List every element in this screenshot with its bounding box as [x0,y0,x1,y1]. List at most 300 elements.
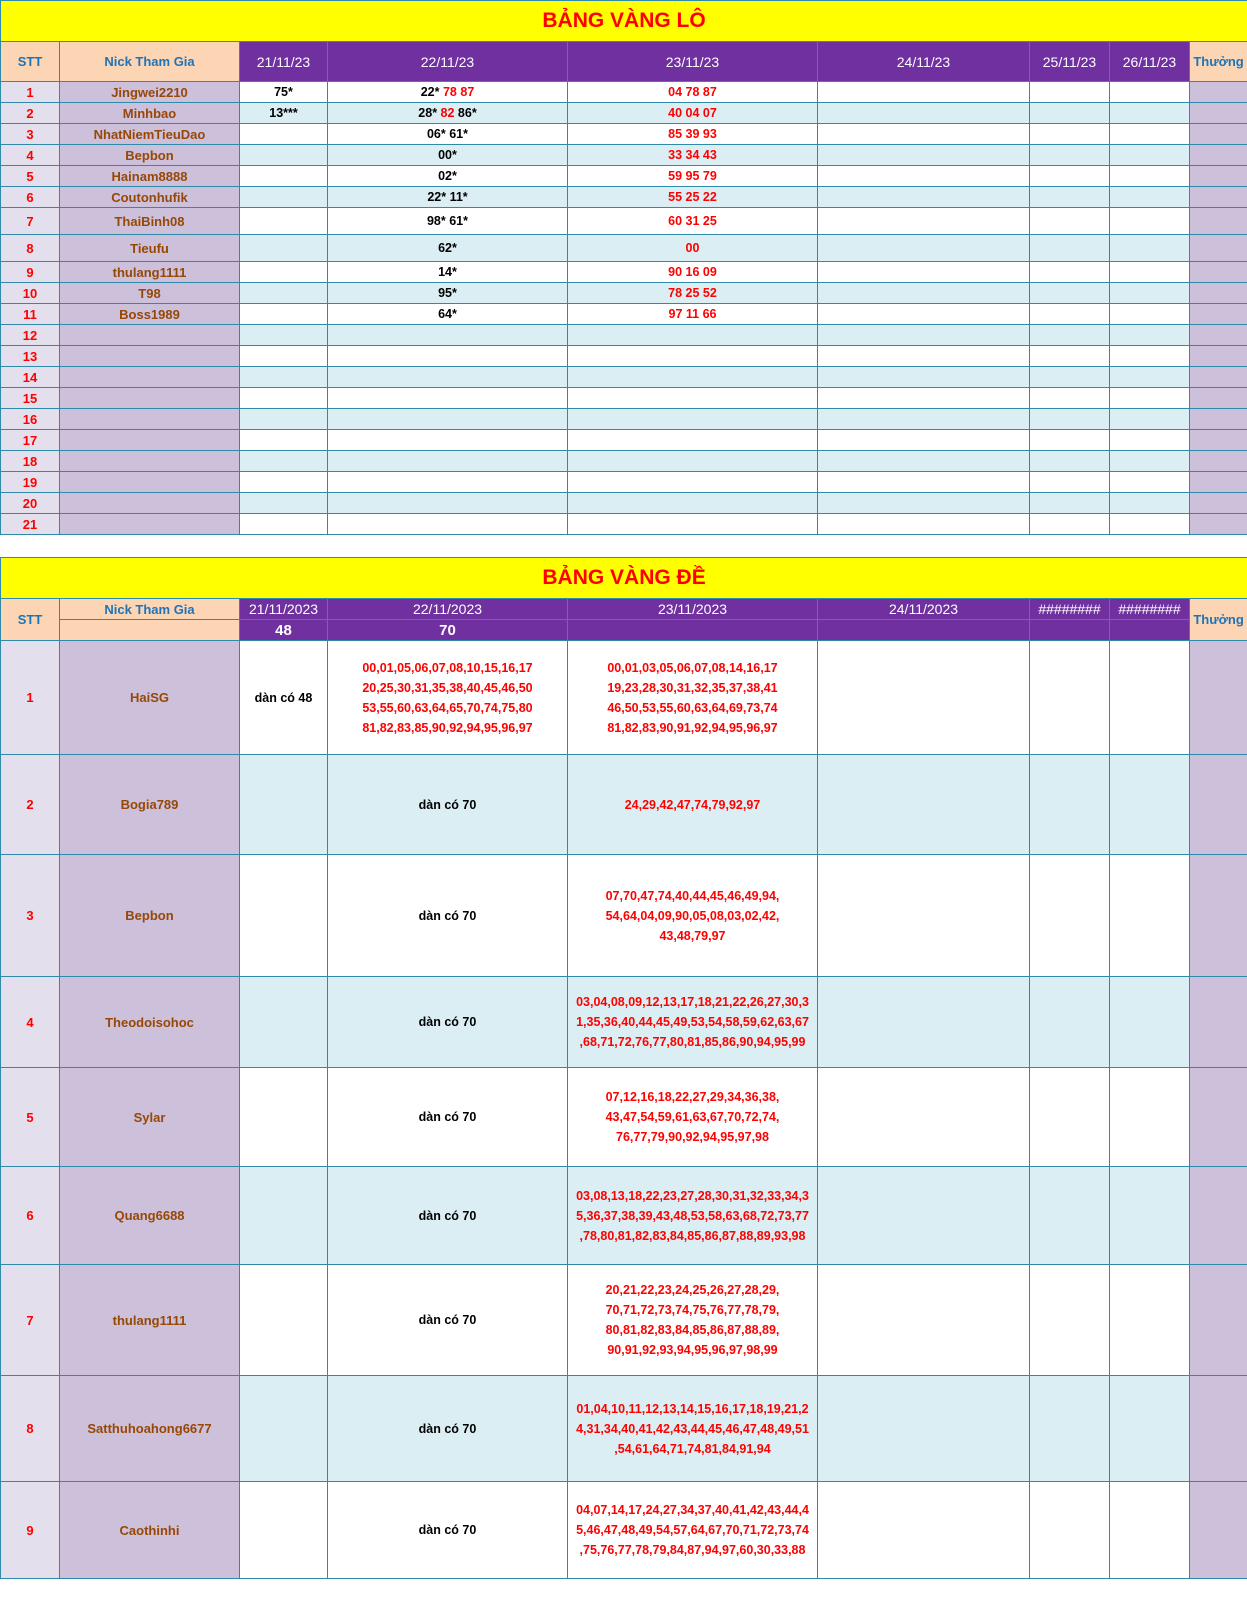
lo-cell-23 [568,472,818,493]
de-result [1030,620,1110,641]
de-number-line: dàn có 70 [418,1110,477,1124]
lo-row [1,304,1247,325]
lo-cell-25 [1030,367,1110,388]
lo-cell-22 [328,451,568,472]
de-cell-23 [568,1167,818,1265]
lo-cell-25 [1030,235,1110,262]
de-cell-24 [818,977,1030,1068]
lo-nick: Jingwei2210 [60,82,240,103]
de-number-line: 03,04,08,09,12,13,17,18,21,22,26,27,30,3 [576,995,809,1009]
de-cell-21 [240,1376,328,1482]
lo-cell-24 [818,388,1030,409]
de-cell-22 [328,1068,568,1167]
de-cell-21 [240,1167,328,1265]
de-number-line: 07,12,16,18,22,27,29,34,36,38, [605,1090,780,1104]
lo-cell-26 [1110,262,1190,283]
lo-stt: 1 [1,82,60,103]
lo-header-thuong: Thưởng [1190,42,1247,82]
de-stt: 9 [1,1482,60,1579]
lo-cell-22 [328,187,568,208]
lo-cell-thuong [1190,346,1247,367]
de-number-line: 24,29,42,47,74,79,92,97 [624,797,761,812]
de-number-line: 03,08,13,18,22,23,27,28,30,31,32,33,34,3 [576,1188,809,1203]
lo-cell-21 [240,367,328,388]
lo-number-segment: 64* [438,307,457,321]
lo-header-stt: STT [1,42,60,82]
lo-cell-24 [818,304,1030,325]
lo-cell-23 [568,409,818,430]
lo-cell-23 [568,388,818,409]
de-cell-25 [1030,977,1110,1068]
de-number-line: dàn có 70 [418,1313,477,1327]
de-number-line: ,54,61,64,71,74,81,84,91,94 [614,1441,771,1456]
lo-cell-25 [1030,145,1110,166]
lo-nick [60,346,240,367]
lo-header-date: 24/11/23 [818,42,1030,82]
de-stt: 7 [1,1265,60,1376]
lo-cell-25 [1030,346,1110,367]
lo-cell-thuong [1190,235,1247,262]
de-cell-22 [328,1167,568,1265]
lo-nick [60,493,240,514]
de-cell-26 [1110,977,1190,1068]
de-cell-22 [328,1265,568,1376]
de-cell-22 [328,1482,568,1579]
de-row [1,1167,1247,1265]
lo-cell-24 [818,472,1030,493]
lo-number-segment: 95* [438,286,457,300]
de-number-line: dàn có 70 [418,1421,477,1436]
lo-cell-23 [568,430,818,451]
de-number-line: 00,01,03,05,06,07,08,14,16,17 [607,660,778,675]
de-row [1,1482,1247,1579]
de-stt: 5 [1,1068,60,1167]
lo-number-segment: 82 [440,106,455,120]
lo-cell-thuong [1190,409,1247,430]
lo-cell-21 [240,451,328,472]
de-number-line: 81,82,83,90,91,92,94,95,96,97 [607,720,778,735]
lo-cell-26 [1110,103,1190,124]
lo-cell-26 [1110,82,1190,103]
de-number-line: 80,81,82,83,84,85,86,87,88,89, [605,1323,780,1337]
de-cell-21 [240,977,328,1068]
de-header-date: ######## [1030,599,1110,620]
de-nick: HaiSG [60,641,240,755]
lo-nick: Hainam8888 [60,166,240,187]
lo-cell-21 [240,124,328,145]
lo-cell-22 [328,430,568,451]
lo-cell-23: 85 39 93 [568,124,818,145]
de-cell-25 [1030,755,1110,855]
lo-nick: Bepbon [60,145,240,166]
de-cell-thuong [1190,855,1247,977]
lo-cell-22 [328,283,568,304]
lo-nick [60,514,240,535]
de-stt: 8 [1,1376,60,1482]
de-cell-25 [1030,855,1110,977]
de-cell-thuong [1190,1265,1247,1376]
lo-stt: 19 [1,472,60,493]
lo-nick: Tieufu [60,235,240,262]
lo-cell-thuong [1190,304,1247,325]
de-cell-26 [1110,1265,1190,1376]
lo-cell-thuong [1190,166,1247,187]
de-cell-26 [1110,855,1190,977]
lo-cell-26 [1110,166,1190,187]
lo-cell-25 [1030,103,1110,124]
lo-cell-24 [818,262,1030,283]
lo-cell-25 [1030,514,1110,535]
lo-cell-23 [568,325,818,346]
lo-cell-21 [240,472,328,493]
lo-cell-24 [818,187,1030,208]
lo-stt: 3 [1,124,60,145]
de-cell-23 [568,855,818,977]
de-header-date: 24/11/2023 [818,599,1030,620]
de-cell-21 [240,1482,328,1579]
lo-row [1,235,1247,262]
lo-row [1,187,1247,208]
lo-cell-24 [818,430,1030,451]
lo-cell-thuong [1190,124,1247,145]
lo-cell-21 [240,346,328,367]
de-cell-thuong [1190,1482,1247,1579]
lo-row [1,145,1247,166]
lo-row [1,82,1247,103]
lo-cell-thuong [1190,262,1247,283]
lo-header-date: 22/11/23 [328,42,568,82]
de-table [0,557,1247,1579]
lo-cell-24 [818,208,1030,235]
lo-number-segment: 62* [438,241,457,255]
lo-number-segment: 78 87 [442,85,475,99]
de-cell-21: dàn có 48 [240,641,328,755]
lo-row [1,166,1247,187]
lo-cell-26 [1110,145,1190,166]
lo-nick [60,325,240,346]
de-header-thuong: Thưởng [1190,599,1247,641]
de-number-line: 90,91,92,93,94,95,96,97,98,99 [607,1343,778,1357]
lo-cell-21 [240,430,328,451]
lo-cell-thuong [1190,514,1247,535]
de-nick: thulang1111 [60,1265,240,1376]
lo-cell-25 [1030,388,1110,409]
lo-cell-21 [240,388,328,409]
lo-row [1,346,1247,367]
lo-cell-26 [1110,493,1190,514]
lo-number-segment: 00* [438,148,457,162]
lo-cell-23 [568,493,818,514]
de-number-line: 07,70,47,74,40,44,45,46,49,94, [605,888,780,903]
lo-cell-23: 55 25 22 [568,187,818,208]
lo-cell-22 [328,208,568,235]
de-cell-21 [240,1265,328,1376]
de-number-line: 43,48,79,97 [659,928,726,943]
lo-cell-thuong [1190,82,1247,103]
de-cell-25 [1030,641,1110,755]
de-cell-22 [328,755,568,855]
de-cell-23 [568,755,818,855]
lo-header-date: 25/11/23 [1030,42,1110,82]
de-number-line: dàn có 70 [418,1208,477,1223]
lo-number-segment: 28* [418,106,441,120]
lo-cell-24 [818,514,1030,535]
de-cell-22 [328,977,568,1068]
de-cell-24 [818,855,1030,977]
de-cell-thuong [1190,1376,1247,1482]
de-cell-21 [240,755,328,855]
de-number-line: 1,35,36,40,44,45,49,53,54,58,59,62,63,67 [576,1015,809,1029]
lo-cell-21 [240,514,328,535]
de-stt: 3 [1,855,60,977]
lo-stt: 14 [1,367,60,388]
lo-stt: 2 [1,103,60,124]
de-number-line: 01,04,10,11,12,13,14,15,16,17,18,19,21,2 [576,1401,809,1416]
lo-cell-21 [240,187,328,208]
lo-cell-26 [1110,409,1190,430]
lo-row [1,208,1247,235]
lo-cell-24 [818,103,1030,124]
lo-cell-24 [818,82,1030,103]
de-result [818,620,1030,641]
lo-cell-26 [1110,514,1190,535]
lo-cell-25 [1030,409,1110,430]
lo-cell-23 [568,451,818,472]
de-header-nick: Nick Tham Gia [60,599,240,620]
lo-number-segment: 22* 11* [427,190,468,204]
lo-cell-25 [1030,82,1110,103]
de-header-date: ######## [1110,599,1190,620]
de-result: 48 [240,620,328,641]
de-cell-24 [818,641,1030,755]
de-number-line: 54,64,04,09,90,05,08,03,02,42, [605,908,780,923]
lo-cell-thuong [1190,103,1247,124]
lo-cell-26 [1110,325,1190,346]
de-number-line: dàn có 70 [418,797,477,812]
lo-stt: 21 [1,514,60,535]
lo-cell-22 [328,325,568,346]
de-cell-25 [1030,1376,1110,1482]
lo-stt: 11 [1,304,60,325]
lo-cell-23: 60 31 25 [568,208,818,235]
de-cell-26 [1110,1376,1190,1482]
de-cell-23 [568,1068,818,1167]
de-number-line: 5,36,37,38,39,43,48,53,58,63,68,72,73,77 [576,1208,809,1223]
de-cell-25 [1030,1167,1110,1265]
lo-row [1,388,1247,409]
de-number-line: 46,50,53,55,60,63,64,69,73,74 [607,700,778,715]
lo-cell-24 [818,283,1030,304]
lo-cell-thuong [1190,451,1247,472]
de-result [1110,620,1190,641]
de-number-line: 81,82,83,85,90,92,94,95,96,97 [362,720,533,735]
lo-nick: ThaiBinh08 [60,208,240,235]
lo-cell-25 [1030,187,1110,208]
de-cell-23 [568,1482,818,1579]
lo-cell-24 [818,451,1030,472]
de-cell-22 [328,855,568,977]
lo-cell-26 [1110,304,1190,325]
de-cell-26 [1110,641,1190,755]
lo-nick: Minhbao [60,103,240,124]
lo-cell-25 [1030,430,1110,451]
lo-cell-23: 33 34 43 [568,145,818,166]
de-row [1,1068,1247,1167]
lo-nick [60,388,240,409]
de-cell-26 [1110,1068,1190,1167]
de-number-line: 00,01,05,06,07,08,10,15,16,17 [362,660,533,675]
de-cell-24 [818,1167,1030,1265]
lo-stt: 7 [1,208,60,235]
lo-header-date: 23/11/23 [568,42,818,82]
de-header-date: 23/11/2023 [568,599,818,620]
lo-row [1,367,1247,388]
de-cell-25 [1030,1068,1110,1167]
de-stt: 6 [1,1167,60,1265]
lo-cell-22 [328,262,568,283]
lo-stt: 20 [1,493,60,514]
lo-cell-thuong [1190,367,1247,388]
lo-row [1,472,1247,493]
lo-row [1,325,1247,346]
lo-cell-21 [240,208,328,235]
lo-cell-22 [328,235,568,262]
lo-cell-21 [240,283,328,304]
de-number-line: 20,21,22,23,24,25,26,27,28,29, [605,1283,780,1297]
lo-cell-22 [328,166,568,187]
lo-cell-thuong [1190,283,1247,304]
de-cell-23 [568,641,818,755]
lo-cell-23: 40 04 07 [568,103,818,124]
lo-cell-thuong [1190,145,1247,166]
lo-cell-26 [1110,367,1190,388]
lo-number-segment: 86* [454,106,477,120]
lo-stt: 15 [1,388,60,409]
lo-row [1,124,1247,145]
de-number-line: 04,07,14,17,24,27,34,37,40,41,42,43,44,4 [576,1503,809,1517]
de-header-nick-blank [60,620,240,641]
lo-cell-26 [1110,388,1190,409]
lo-cell-24 [818,235,1030,262]
de-number-line: 5,46,47,48,49,54,57,64,67,70,71,72,73,74 [576,1523,809,1537]
lo-stt: 10 [1,283,60,304]
lo-cell-thuong [1190,388,1247,409]
lo-cell-26 [1110,283,1190,304]
de-number-line: ,78,80,81,82,83,84,85,86,87,88,89,93,98 [579,1228,806,1243]
de-cell-thuong [1190,1167,1247,1265]
de-number-line: 19,23,28,30,31,32,35,37,38,41 [607,680,778,695]
lo-cell-23: 78 25 52 [568,283,818,304]
lo-cell-23: 04 78 87 [568,82,818,103]
lo-cell-24 [818,166,1030,187]
de-number-line: 4,31,34,40,41,42,43,44,45,46,47,48,49,51 [576,1421,809,1436]
de-row [1,1265,1247,1376]
de-cell-23 [568,1265,818,1376]
lo-cell-26 [1110,451,1190,472]
lo-cell-23: 59 95 79 [568,166,818,187]
lo-cell-24 [818,493,1030,514]
de-nick: Theodoisohoc [60,977,240,1068]
lo-row [1,451,1247,472]
lo-row [1,514,1247,535]
de-number-line: 53,55,60,63,64,65,70,74,75,80 [362,700,533,715]
lo-cell-22 [328,145,568,166]
lo-nick: Boss1989 [60,304,240,325]
lo-nick: T98 [60,283,240,304]
de-cell-22 [328,1376,568,1482]
lo-cell-24 [818,124,1030,145]
lo-cell-25 [1030,283,1110,304]
lo-cell-24 [818,325,1030,346]
de-number-line: 20,25,30,31,35,38,40,45,46,50 [362,680,533,695]
lo-cell-25 [1030,262,1110,283]
de-cell-thuong [1190,977,1247,1068]
lo-cell-23: 90 16 09 [568,262,818,283]
de-row [1,855,1247,977]
lo-stt: 5 [1,166,60,187]
lo-nick [60,451,240,472]
lo-row [1,409,1247,430]
lo-cell-22 [328,304,568,325]
de-header-date: 22/11/2023 [328,599,568,620]
lo-cell-24 [818,367,1030,388]
lo-row [1,103,1247,124]
de-number-line: dàn có 70 [418,908,477,923]
lo-cell-26 [1110,187,1190,208]
lo-cell-23: 97 11 66 [568,304,818,325]
de-cell-23 [568,977,818,1068]
de-number-line: ,75,76,77,78,79,84,87,94,97,60,30,33,88 [579,1543,806,1557]
de-nick: Satthuhoahong6677 [60,1376,240,1482]
lo-cell-21: 75* [240,82,328,103]
de-cell-21 [240,855,328,977]
lo-stt: 9 [1,262,60,283]
lo-cell-26 [1110,235,1190,262]
lo-cell-23 [568,367,818,388]
de-cell-thuong [1190,641,1247,755]
lo-nick: thulang1111 [60,262,240,283]
lo-row [1,262,1247,283]
de-row [1,977,1247,1068]
de-nick: Caothinhi [60,1482,240,1579]
de-cell-25 [1030,1265,1110,1376]
lo-number-segment: 14* [438,265,457,279]
lo-cell-thuong [1190,208,1247,235]
lo-cell-26 [1110,430,1190,451]
lo-cell-thuong [1190,430,1247,451]
lo-header-date: 26/11/23 [1110,42,1190,82]
lo-cell-thuong [1190,472,1247,493]
lo-cell-24 [818,145,1030,166]
de-result [568,620,818,641]
lo-cell-23 [568,346,818,367]
lo-number-segment: 02* [438,169,457,183]
lo-nick: Coutonhufik [60,187,240,208]
de-cell-23 [568,1376,818,1482]
lo-cell-26 [1110,472,1190,493]
lo-cell-25 [1030,325,1110,346]
lo-nick [60,409,240,430]
lo-cell-24 [818,346,1030,367]
de-header-date: 21/11/2023 [240,599,328,620]
lo-title: BẢNG VÀNG LÔ [1,1,1247,42]
de-result: 70 [328,620,568,641]
de-cell-26 [1110,755,1190,855]
lo-stt: 8 [1,235,60,262]
de-cell-25 [1030,1482,1110,1579]
lo-stt: 6 [1,187,60,208]
de-stt: 2 [1,755,60,855]
